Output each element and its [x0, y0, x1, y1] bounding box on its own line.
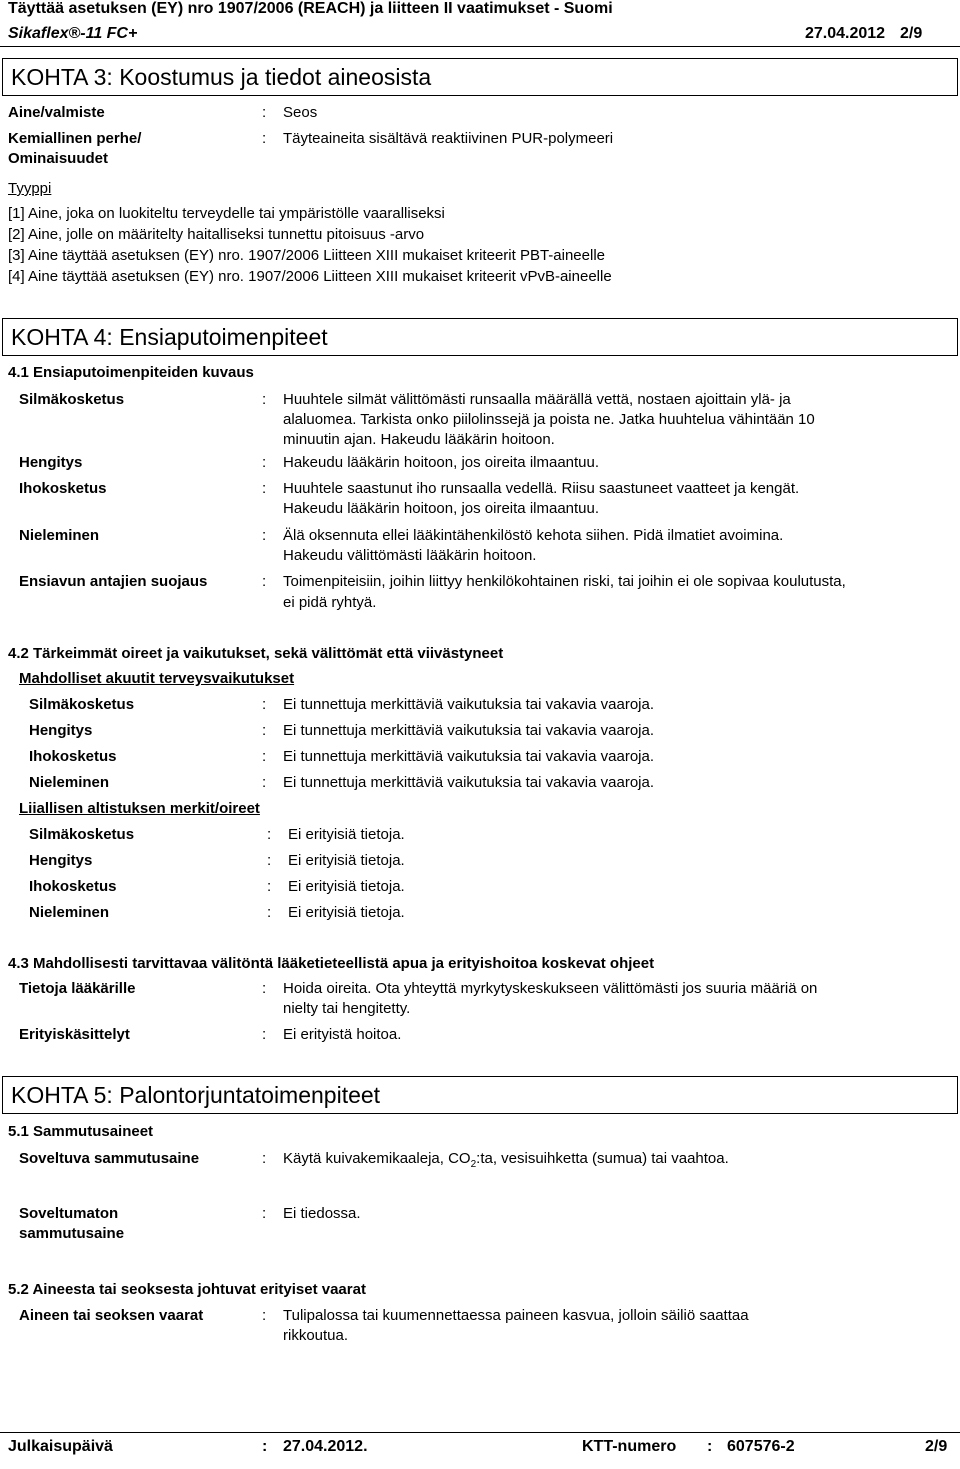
colon: : — [262, 1438, 268, 1455]
suitable-media-text-end: :ta, vesisuihketta (sumua) tai vaahtoa. — [476, 1150, 729, 1167]
inhalation-label: Hengitys — [19, 454, 83, 471]
over-inhalation-value: Ei erityisiä tietoja. — [288, 852, 405, 869]
over-eye-label: Silmäkosketus — [29, 826, 135, 843]
publication-date-label: Julkaisupäivä — [8, 1438, 113, 1455]
publication-date-value: 27.04.2012. — [283, 1438, 368, 1455]
first-aider-protection-line-2: ei pidä ryhtyä. — [283, 594, 377, 611]
eye-contact-line-2: alaluomea. Tarkista onko piilolinssejä ja poista ne. Jatka huuhtelua vähintään 10 — [283, 411, 815, 428]
subsection-4-3-title: 4.3 Mahdollisesti tarvittavaa välitöntä lääketieteellistä apua ja erityishoitoa koskevat ohjeet — [8, 955, 655, 972]
colon: : — [267, 826, 272, 843]
type-note-1: [1] Aine, joka on luokiteltu terveydelle tai ympäristölle vaaralliseksi — [8, 205, 445, 222]
special-treatment-value: Ei erityistä hoitoa. — [283, 1026, 402, 1043]
inhalation-line-1: Hakeudu lääkärin hoitoon, jos oireita ilmaantuu. — [283, 454, 600, 471]
acute-ingestion-label: Nieleminen — [29, 774, 110, 791]
physician-info-line-2: nielty tai hengitetty. — [283, 1000, 411, 1017]
colon: : — [262, 722, 267, 739]
physician-info-line-1: Hoida oireita. Ota yhteyttä myrkytyskeskukseen välittömästi jos suuria määriä on — [283, 980, 818, 997]
section-3-box — [2, 58, 958, 96]
subsection-5-2-title: 5.2 Aineesta tai seoksesta johtuvat erityiset vaarat — [8, 1281, 366, 1298]
footer-rule — [0, 1432, 960, 1433]
special-treatment-label: Erityiskäsittelyt — [19, 1026, 130, 1043]
subsection-5-1-title: 5.1 Sammutusaineet — [8, 1123, 154, 1140]
chemical-family-label: Kemiallinen perhe/ — [8, 130, 142, 147]
ingestion-line-2: Hakeudu välittömästi lääkärin hoitoon. — [283, 547, 537, 564]
hazards-line-1: Tulipalossa tai kuumennettaessa paineen kasvua, jolloin säiliö saattaa — [283, 1307, 749, 1324]
colon: : — [262, 1026, 267, 1043]
colon: : — [707, 1438, 713, 1455]
ktt-number-label: KTT-numero — [582, 1438, 677, 1455]
colon: : — [267, 878, 272, 895]
skin-contact-line-2: Hakeudu lääkärin hoitoon, jos oireita ilmaantuu. — [283, 500, 600, 517]
colon: : — [267, 852, 272, 869]
first-aider-protection-line-1: Toimenpiteisiin, joihin liittyy henkilökohtainen riski, tai joihin ei ole sopivaa koulutusta, — [283, 573, 846, 590]
acute-eye-value: Ei tunnettuja merkittäviä vaikutuksia tai vakavia vaaroja. — [283, 696, 655, 713]
colon: : — [262, 130, 267, 147]
hazards-label: Aineen tai seoksen vaarat — [19, 1307, 204, 1324]
type-note-4: [4] Aine täyttää asetuksen (EY) nro. 1907/2006 Liitteen XIII mukaiset kriteerit vPvB-aineelle — [8, 268, 612, 285]
hazards-line-2: rikkoutua. — [283, 1327, 349, 1344]
colon: : — [262, 454, 267, 471]
colon: : — [262, 391, 267, 408]
over-eye-value: Ei erityisiä tietoja. — [288, 826, 405, 843]
section-4-title: KOHTA 4: Ensiaputoimenpiteet — [11, 324, 328, 350]
subsection-4-2-title: 4.2 Tärkeimmät oireet ja vaikutukset, sekä välittömät että viivästyneet — [8, 645, 504, 662]
eye-contact-label: Silmäkosketus — [19, 391, 125, 408]
ingestion-label: Nieleminen — [19, 527, 100, 544]
colon: : — [262, 696, 267, 713]
ingestion-line-1: Älä oksennuta ellei lääkintähenkilöstö kehota siihen. Pidä ilmatiet avoimina. — [283, 527, 784, 544]
substance-value: Seos — [283, 104, 318, 121]
section-4-box — [2, 318, 958, 356]
colon: : — [262, 480, 267, 497]
eye-contact-line-1: Huuhtele silmät välittömästi runsaalla määrällä vettä, nostaen ajoittain ylä- ja — [283, 391, 791, 408]
acute-eye-label: Silmäkosketus — [29, 696, 135, 713]
over-skin-label: Ihokosketus — [29, 878, 117, 895]
footer-page: 2/9 — [925, 1438, 948, 1455]
over-inhalation-label: Hengitys — [29, 852, 93, 869]
colon: : — [262, 1205, 267, 1222]
section-5-title: KOHTA 5: Palontorjuntatoimenpiteet — [11, 1082, 381, 1108]
unsuitable-media-label-1: Soveltumaton — [19, 1205, 119, 1222]
acute-effects-title: Mahdolliset akuutit terveysvaikutukset — [19, 670, 295, 687]
colon: : — [262, 573, 267, 590]
product-name: Sikaflex®-11 FC+ — [8, 25, 138, 42]
section-5-box — [2, 1076, 958, 1114]
header-date: 27.04.2012 — [805, 25, 886, 42]
colon: : — [262, 748, 267, 765]
eye-contact-line-3: minuutin ajan. Hakeudu lääkärin hoitoon. — [283, 431, 555, 448]
acute-skin-label: Ihokosketus — [29, 748, 117, 765]
header-page: 2/9 — [900, 25, 923, 42]
colon: : — [262, 774, 267, 791]
suitable-media-text: Käytä kuivakemikaaleja, CO — [283, 1150, 471, 1167]
type-label: Tyyppi — [8, 180, 52, 197]
type-note-3: [3] Aine täyttää asetuksen (EY) nro. 1907/2006 Liitteen XIII mukaiset kriteerit PBT-aineelle — [8, 247, 605, 264]
header-rule — [0, 46, 960, 47]
overexposure-title: Liiallisen altistuksen merkit/oireet — [19, 800, 260, 817]
properties-label: Ominaisuudet — [8, 150, 109, 167]
unsuitable-media-label-2: sammutusaine — [19, 1225, 125, 1242]
colon: : — [267, 904, 272, 921]
skin-contact-label: Ihokosketus — [19, 480, 107, 497]
acute-ingestion-value: Ei tunnettuja merkittäviä vaikutuksia tai vakavia vaaroja. — [283, 774, 655, 791]
acute-inhalation-value: Ei tunnettuja merkittäviä vaikutuksia tai vakavia vaaroja. — [283, 722, 655, 739]
colon: : — [262, 980, 267, 997]
subsection-4-1-title: 4.1 Ensiaputoimenpiteiden kuvaus — [8, 364, 254, 381]
suitable-media-label: Soveltuva sammutusaine — [19, 1150, 200, 1167]
chemical-family-value: Täyteaineita sisältävä reaktiivinen PUR-polymeeri — [283, 130, 614, 147]
acute-inhalation-label: Hengitys — [29, 722, 93, 739]
co2-subscript: 2 — [470, 1159, 477, 1170]
section-3-title: KOHTA 3: Koostumus ja tiedot aineosista — [11, 64, 432, 90]
physician-info-label: Tietoja lääkärille — [19, 980, 136, 997]
colon: : — [262, 527, 267, 544]
substance-label: Aine/valmiste — [8, 104, 105, 121]
document-header-title: Täyttää asetuksen (EY) nro 1907/2006 (REACH) ja liitteen II vaatimukset - Suomi — [8, 0, 613, 17]
colon: : — [262, 1307, 267, 1324]
over-ingestion-value: Ei erityisiä tietoja. — [288, 904, 405, 921]
over-skin-value: Ei erityisiä tietoja. — [288, 878, 405, 895]
colon: : — [262, 104, 267, 121]
first-aider-protection-label: Ensiavun antajien suojaus — [19, 573, 208, 590]
type-note-2: [2] Aine, jolle on määritelty haitalliseksi tunnettu pitoisuus -arvo — [8, 226, 425, 243]
colon: : — [262, 1150, 267, 1167]
acute-skin-value: Ei tunnettuja merkittäviä vaikutuksia tai vakavia vaaroja. — [283, 748, 655, 765]
skin-contact-line-1: Huuhtele saastunut iho runsaalla vedellä. Riisu saastuneet vaatteet ja kengät. — [283, 480, 800, 497]
unsuitable-media-value: Ei tiedossa. — [283, 1205, 361, 1222]
suitable-media-value — [283, 1150, 729, 1170]
over-ingestion-label: Nieleminen — [29, 904, 110, 921]
ktt-number-value: 607576-2 — [727, 1438, 795, 1455]
